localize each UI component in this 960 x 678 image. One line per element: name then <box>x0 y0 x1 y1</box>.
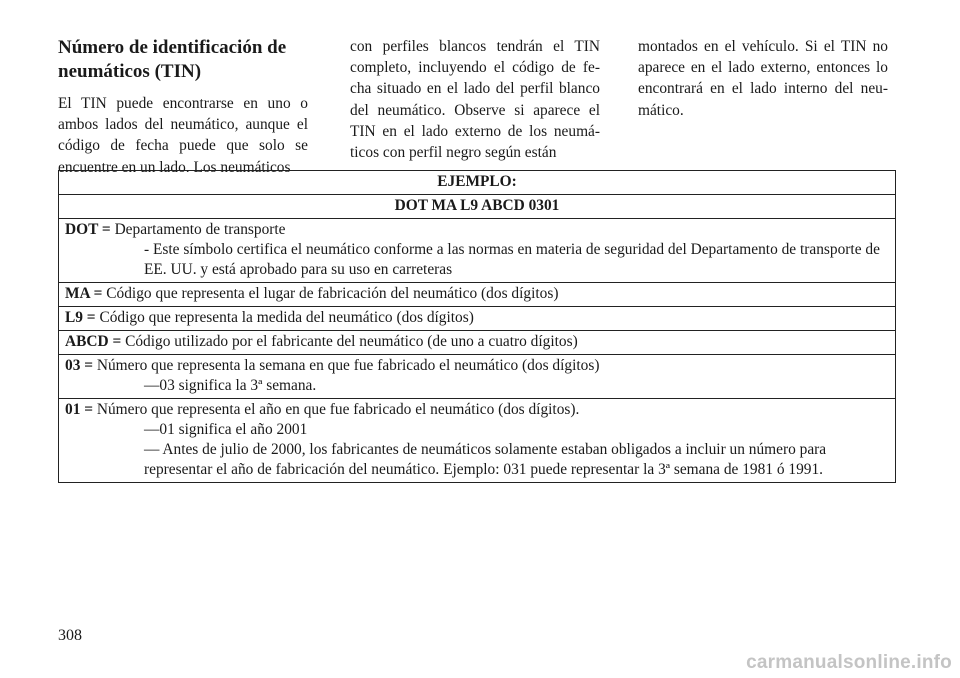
table-row-abcd <box>59 331 896 355</box>
text-column-3 <box>638 36 888 121</box>
row-key: MA = <box>65 285 103 302</box>
row-desc: Código que representa la medida del neumático (dos dígitos) <box>99 309 474 326</box>
row-key: 01 = <box>65 401 94 418</box>
section-heading: Número de identificación de neumáticos (TIN) <box>58 37 287 82</box>
row-desc: Número que representa el año en que fue fabricado el neumático (dos dígitos). <box>96 401 580 418</box>
row-key: ABCD = <box>65 333 122 350</box>
row-desc: Código que representa el lugar de fabricación del neumático (dos dígitos) <box>106 285 559 302</box>
table-row <box>59 195 896 219</box>
table-row-dot <box>59 219 896 283</box>
text-column-2 <box>350 36 600 163</box>
row-key: L9 = <box>65 309 96 326</box>
table-cell <box>59 355 896 399</box>
intro-paragraph: El TIN puede encontrarse en uno o ambos lados del neumático, aunque el código de fecha puede que solo se encuentre en un lado. Los neumáticos <box>58 95 308 176</box>
row-note: —01 significa el año 2001 <box>144 421 308 438</box>
row-desc: Número que representa la semana en que fue fabricado el neumático (dos dígitos) <box>96 357 600 374</box>
row-note: - Este símbolo certifica el neumático conforme a las normas en materia de seguridad del Departamento de transporte de EE. UU. y está aprobado para su uso en carreteras <box>144 241 880 278</box>
row-note: —03 significa la 3ª semana. <box>144 377 317 394</box>
row-key: DOT = <box>65 221 111 238</box>
tin-example-table <box>58 170 896 483</box>
row-note: — Antes de julio de 2000, los fabricantes de neumáticos solamente estaban obligados a incluir un número para representar el año de fabricación del neumático. Ejemplo: 031 puede representar la 3ª semana de 1981 ó 1991. <box>144 441 827 478</box>
table-row-week <box>59 355 896 399</box>
table-cell <box>59 307 896 331</box>
table-cell <box>59 399 896 483</box>
row-key: 03 = <box>65 357 94 374</box>
table-row <box>59 171 896 195</box>
row-desc: Departamento de transporte <box>114 221 286 238</box>
text-column-1 <box>58 36 308 178</box>
column-3-paragraph: montados en el vehículo. Si el TIN no aparece en el lado externo, entonces lo encontrará en el lado interno del neu-mático. <box>638 38 888 119</box>
example-title: EJEMPLO: <box>59 171 896 195</box>
watermark: carmanualsonline.info <box>746 652 952 673</box>
table-row-year <box>59 399 896 483</box>
page-number: 308 <box>58 627 82 644</box>
table-row-l9 <box>59 307 896 331</box>
table-cell <box>59 331 896 355</box>
example-code: DOT MA L9 ABCD 0301 <box>59 195 896 219</box>
table-row-ma <box>59 283 896 307</box>
row-desc: Código utilizado por el fabricante del neumático (de uno a cuatro dígitos) <box>125 333 578 350</box>
column-2-paragraph: con perfiles blancos tendrán el TIN completo, incluyendo el código de fe-cha situado en el lado del perfil blanco del neumático. Observe si aparece el TIN en el lado externo de los neumá-ticos con perfil negro según están <box>350 38 600 162</box>
table-cell <box>59 283 896 307</box>
table-cell <box>59 219 896 283</box>
